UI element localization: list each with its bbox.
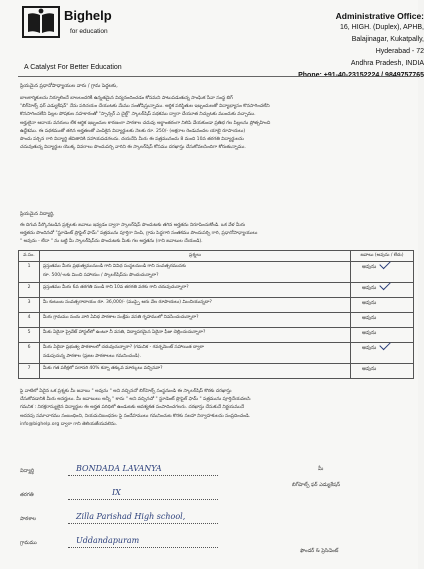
signature-salutation: మీ [318, 466, 324, 472]
question-text [40, 364, 351, 379]
school-label: పాఠశాల [20, 516, 37, 522]
paragraph-line: అర్హతను పొందినచో "స్టూడెంట్ ప్రొఫైల్ ఫామ్" పత్రమును పూర్తిగా నింపి, గ్రామ పెద్దగారి సంతకము పొందుపర్చి గారి, ప్రధానోపాధ్యాయులు [20, 231, 258, 237]
question-line: ప్రస్తుతము మీరు 6వ తరగతి నుండి గాని 10వ తరగతి వరకు గాని చదువుచున్నారా? [43, 285, 189, 290]
tagline: A Catalyst For Better Education [24, 64, 122, 71]
paragraph-line: అదనపు సమాచారము సంబంధించి, నియమనిబంధనల పై సందేహములు గమనించుట కొరకు సలహా నిర్వాహకులను సంప్రదించండి. [20, 413, 251, 419]
village-value[interactable]: Uddandapuram [76, 536, 140, 545]
brand-name: Bighelp [64, 8, 112, 23]
question-number: 3 [19, 298, 40, 313]
column-header-question: ప్రశ్నలు [40, 251, 351, 262]
question-text [40, 313, 351, 328]
paragraph-line: కొనసాగించలేని పిల్లల పోషకుల సహకారంతో "స్పాన్సర్ ఎ చైల్డ్" స్కాలర్‌షిప్ పథకము ద్వారా చేయూత నిచ్చుటకు ముందుకు వచ్చాము. [20, 112, 256, 118]
table-header-row [19, 251, 414, 262]
class-value[interactable]: IX [112, 488, 121, 497]
signature-organisation: బిగ్‌హెల్ప్ ఫర్ ఎడ్యుకేషన్ [292, 482, 341, 488]
office-line: 16, HIGH. (Duplex), APHB, [339, 24, 424, 31]
form-field-school [20, 512, 186, 523]
answer-option: అవును [362, 264, 377, 270]
field-underline [68, 475, 218, 476]
answer-option: అవును [362, 366, 377, 372]
form-field-village [20, 536, 140, 547]
table-row [19, 313, 414, 328]
question-line: మీకు గత పరీక్షలో సరాసరి 40% కన్నా తక్కువ మార్కులు వచ్చినవా? [43, 366, 163, 371]
table-row [19, 298, 414, 313]
column-header-answer: జవాబు (అవును / లేదు) [351, 251, 414, 262]
brand-subtitle: for education [70, 28, 108, 35]
paragraph-line: గమనిక : నిరక్షరాస్యులైన విద్యార్థుల ఈ అర్హత పరిధిలో ఉండుటకు ఆవశ్యకత సంపాదించగలరు. దరఖాస్తు చేసుకునే నిర్ణయమునే [20, 405, 245, 411]
eligibility-table [18, 250, 414, 379]
question-line: రూ. 500/-లకు మించి సహాయం / స్కాలర్‌షిప్‌ను పొందుచున్నారా? [43, 273, 159, 278]
question-line: నడుపుచున్న పాఠశాల (ప్రజల పాఠశాలలు గమనించండి). [43, 354, 141, 359]
question-text [40, 262, 351, 283]
question-line: మీ కుటుంబ సంవత్సరాదాయం రూ. 36,000/- (ముప్పై ఆరు వేల రూపాయలు) మించియున్నదా? [43, 300, 212, 305]
paragraph-line: బాలకార్మికులను నిర్మూలించే బాలలందరికీ ఉన్నతమైన విద్యనందించడం కోసమని పాటుపడుతున్న సాంఘిక సేవా సంస్థ బిగ్ [20, 96, 233, 101]
table-row [19, 364, 414, 379]
answer-cell[interactable] [351, 343, 414, 364]
paragraph-line: పై వాటిలో ఏదైన ఒక ప్రశ్నకు మీ జవాబు " అవును " అని వచ్చినచో బిగ్‌హెల్ప్ సంస్థనుండి ఈ స్కాలర్‌షిప్ కొరకు దరఖాస్తు [20, 389, 232, 394]
instructions-paragraph [20, 222, 422, 247]
notes-paragraph [20, 388, 422, 429]
paragraph-line: చదువుతున్న విద్యార్థుల యొక్క వివరాలు పొందుపర్చి వారిని ఈ స్కాలర్‌షిప్ కోసము దరఖాస్తు చేసుకోవలసిందిగా కోరుతున్నాము. [20, 145, 246, 151]
question-number: 1 [19, 262, 40, 283]
office-heading: Administrative Office: [335, 11, 424, 21]
office-address [298, 10, 424, 82]
paragraph-line: అర్హులైనా ఆదాయ వనరులు లేక ఆర్థిక ఇబ్బందుల కారణంగా పాఠశాల చదువు అర్థాంతరంగా నిలిపి వేయకుండా ప్రతిభ గల పిల్లలను ప్రోత్సహించి [20, 120, 271, 126]
paragraph-line: "బిగ్‌హెల్ప్ ఫర్ ఎడ్యుకేషన్" నేను పరిచయం చేయుటకు మేము సంతోషిస్తున్నాము. ఆర్థిక పరిస్థితుల ఇబ్బందులతో విద్యాభ్యాసం కొనసాగించలేని [20, 104, 270, 110]
answer-cell[interactable] [351, 262, 414, 283]
answer-option: అవును [362, 315, 377, 321]
question-number: 6 [19, 343, 40, 364]
greeting-headmaster: ప్రియమైన ప్రధానోపాధ్యాయుల వారు / గ్రామ పెద్దలకు, [20, 84, 118, 89]
question-number: 5 [19, 328, 40, 343]
greeting-student: ప్రియమైన విద్యార్థి, [20, 212, 55, 217]
question-number: 4 [19, 313, 40, 328]
question-line: మీకు ఏదైనా ప్రైవేట్ హాస్టల్‌లో ఉంటూ నీ వసతి, విద్యాపరమైన ఏదైనా ఫీజు చెల్లించుచున్నారా? [43, 330, 206, 335]
answer-option: అవును [362, 345, 377, 351]
paragraph-line: ఉద్దేశము. ఈ పథకముతో తగిన అర్హతలతో ఎంపికైన విద్యార్థులకు నెలకు రూ. 250/- (అక్షరాల రెండువందల యాభై రూపాయలు) [20, 128, 246, 134]
question-text [40, 298, 351, 313]
field-underline [68, 523, 218, 524]
answer-option: అవును [362, 330, 377, 336]
question-line: మీరు గ్రామము నందు వారి ఏవిధ పాఠశాల సంక్షేమ వసతి గృహములో నివసించుచున్నారా? [43, 315, 199, 320]
table-row [19, 283, 414, 298]
question-line: ప్రస్తుతము మీరు ప్రభుత్వమునుండి గాని వివిధ సంస్థలనుండి గాని సంవత్సరమునకు [43, 264, 186, 269]
office-line: Balajinagar, Kukatpally, [351, 36, 424, 43]
form-field-class [20, 488, 121, 499]
name-value[interactable]: BONDADA LAVANYA [76, 464, 162, 473]
question-number: 2 [19, 283, 40, 298]
question-text [40, 343, 351, 364]
school-value[interactable]: Zilla Parishad High school, [76, 512, 186, 521]
answer-cell[interactable] [351, 328, 414, 343]
question-number: 7 [19, 364, 40, 379]
class-label: తరగతి [20, 492, 34, 498]
signature-title: ఫౌండర్ & ప్రెసిడెంట్ [300, 548, 339, 554]
question-text [40, 283, 351, 298]
header-divider [18, 76, 418, 77]
column-header-number: వ.సం. [19, 251, 40, 262]
answer-cell[interactable] [351, 313, 414, 328]
intro-paragraph [20, 95, 422, 152]
answer-option: అవును [362, 300, 377, 306]
paragraph-line: ఈ దిగువ పేర్కొనబడిన ప్రశ్నలకు జవాబు ఇవ్వడం ద్వారా స్కాలర్‌షిప్ పొందుటకు తగిన అర్హతను నిరూపించుకోండి. ఒక వేళ మీరు [20, 223, 246, 228]
question-line: మీరు ఏదైనా ప్రభుత్వ పాఠశాలలో చదువుచున్నారా? (గమనిక - గవర్నమెంట్ సహాయిత ద్వారా [43, 345, 205, 350]
answer-cell[interactable] [351, 364, 414, 379]
paragraph-line: చేసుకోవడానికి మీరు అనర్హులు. మీ జవాబులు అన్నీ " కాదు " అని వచ్చినచో " స్టూడెంట్ ప్రొఫైల్ ఫామ్ " పత్రమును పూర్తిచేయవలసి [20, 397, 251, 403]
village-label: గ్రామము [20, 540, 37, 546]
form-field-name [20, 464, 162, 475]
bighelp-logo-icon [22, 6, 60, 38]
answer-cell[interactable] [351, 283, 414, 298]
table-row [19, 262, 414, 283]
office-line: Hyderabad - 72 [375, 48, 424, 55]
field-underline [68, 547, 218, 548]
office-line: Andhra Pradesh, INDIA [350, 60, 424, 67]
name-label: విద్యార్థి [20, 468, 35, 474]
office-phone: Phone: +91-40-23152224 / 9849757765 [298, 72, 424, 79]
question-text [40, 328, 351, 343]
field-underline [68, 499, 218, 500]
answer-cell[interactable] [351, 298, 414, 313]
paragraph-line: info@bighelp.org ద్వారా గాని తెలియజేయవలెను. [20, 421, 118, 427]
paragraph-line: పొందు పర్చిన గారి విద్యార్థి జీవితానికి సహాయపడగలదు. దయచేసి మీరు ఈ పత్రమునందు 8 మంది 10వ తరగతి విద్యార్థులను [20, 136, 244, 142]
paragraph-line: " అవును - లేదా " ను బట్టి మీ స్కాలర్‌షిప్‌ను పొందుటకు మీకు గల అర్హతను (గాని జవాబుల చేయండి). [20, 239, 203, 245]
table-row [19, 328, 414, 343]
answer-option: అవును [362, 285, 377, 291]
table-row [19, 343, 414, 364]
